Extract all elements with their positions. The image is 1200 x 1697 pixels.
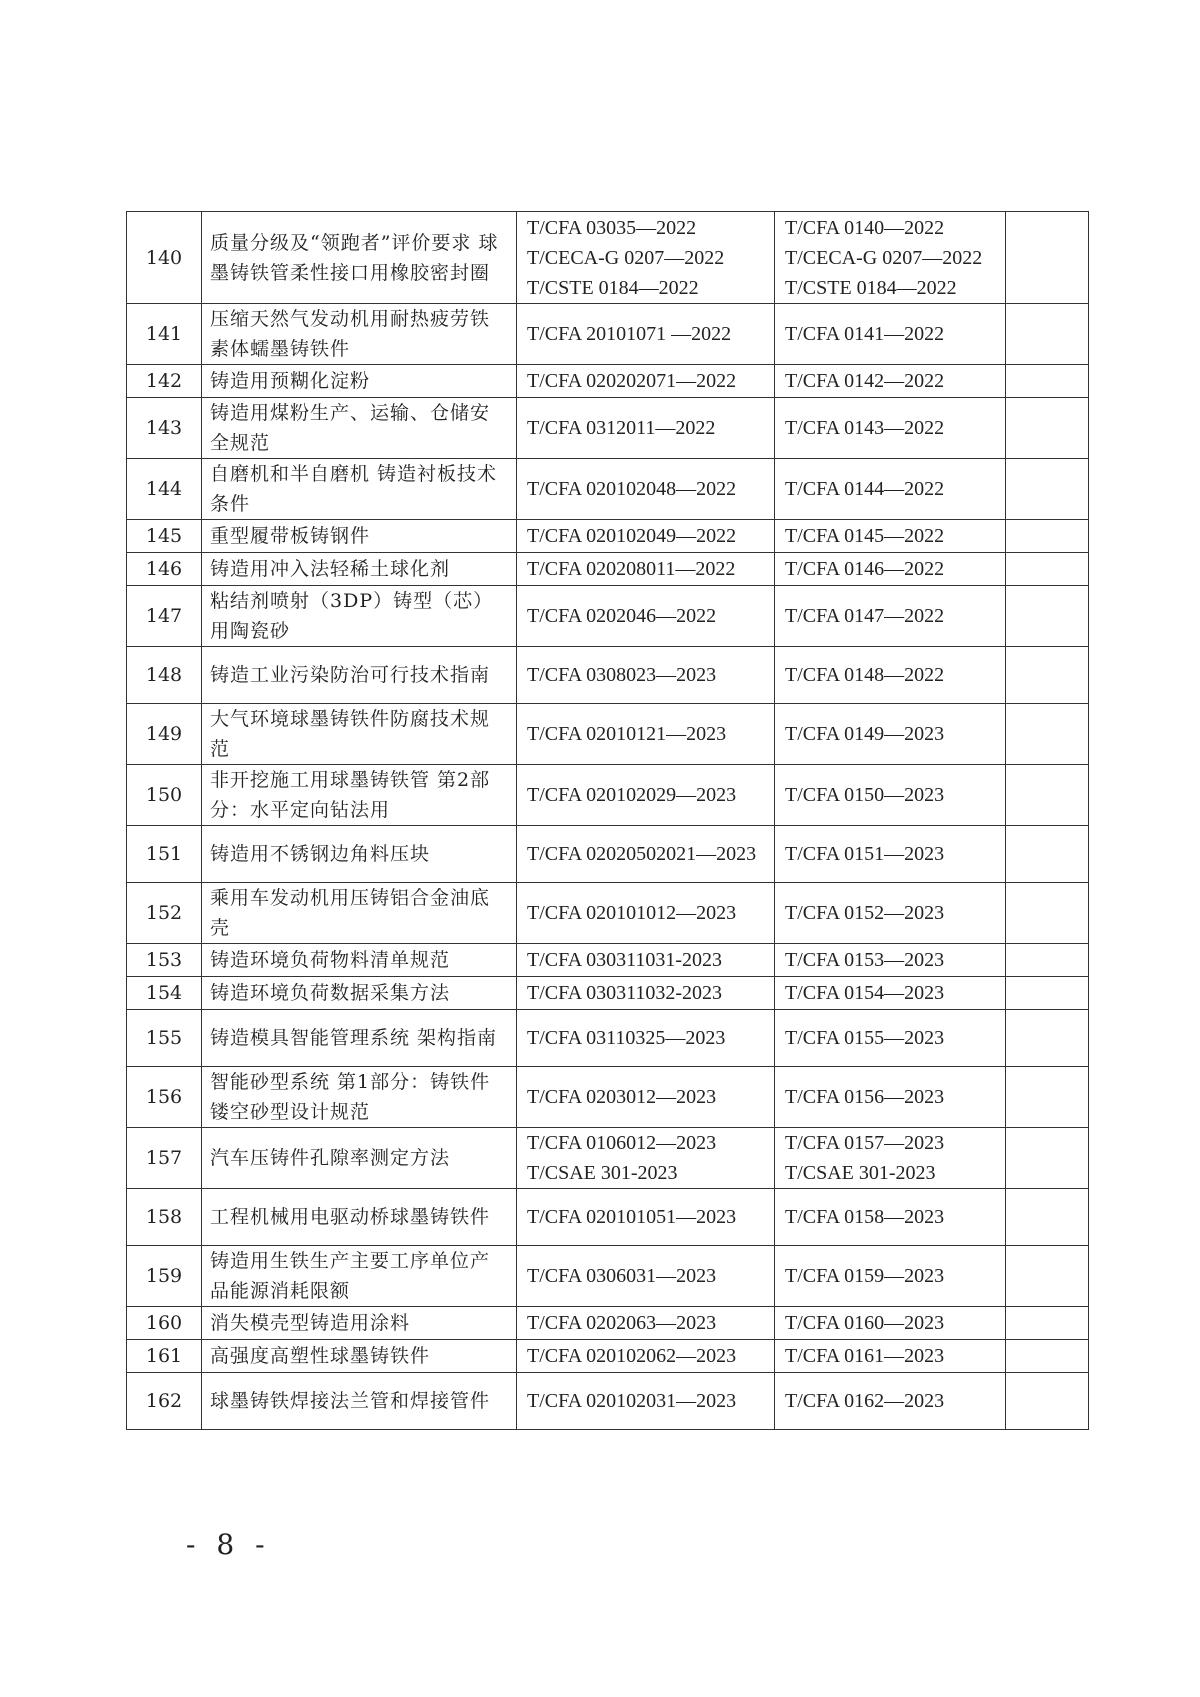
standard-code-cell: [775, 304, 1006, 365]
standard-code-cell: [775, 1067, 1006, 1128]
standard-name: 高强度高塑性球墨铸铁件: [202, 1340, 517, 1373]
standard-code: T/CFA 0152—2023: [785, 902, 945, 924]
plan-code: T/CFA 0312011—2022: [527, 417, 716, 439]
plan-code-cell: [517, 1189, 775, 1246]
note-cell: [1006, 1340, 1089, 1373]
table-row: [127, 883, 1089, 944]
table-row: [127, 1246, 1089, 1307]
standard-code-cell: [775, 883, 1006, 944]
plan-code: T/CFA 020102048—2022: [527, 478, 737, 500]
row-number: 159: [127, 1246, 202, 1307]
note-cell: [1006, 1373, 1089, 1430]
standard-name: 非开挖施工用球墨铸铁管 第2部分：水平定向钻法用: [202, 765, 517, 826]
standard-code-cell: [775, 977, 1006, 1010]
row-number: 147: [127, 586, 202, 647]
plan-code: T/CFA 020102049—2022: [527, 525, 737, 547]
plan-code-cell: [517, 1128, 775, 1189]
plan-code-cell: [517, 520, 775, 553]
plan-code-cell: [517, 304, 775, 365]
standard-code-cell: [775, 586, 1006, 647]
table-row: [127, 647, 1089, 704]
plan-code-cell: [517, 586, 775, 647]
standard-name: 智能砂型系统 第1部分：铸铁件镂空砂型设计规范: [202, 1067, 517, 1128]
standard-code-cell: [775, 1128, 1006, 1189]
row-number: 150: [127, 765, 202, 826]
table-row: [127, 520, 1089, 553]
note-cell: [1006, 647, 1089, 704]
row-number: 149: [127, 704, 202, 765]
table-row: [127, 826, 1089, 883]
standard-code: T/CFA 0160—2023: [785, 1312, 945, 1334]
note-cell: [1006, 1189, 1089, 1246]
plan-code: T/CFA 030311031-2023: [527, 949, 723, 971]
plan-code: T/CFA 020208011—2022: [527, 558, 736, 580]
standard-name: 乘用车发动机用压铸铝合金油底壳: [202, 883, 517, 944]
row-number: 156: [127, 1067, 202, 1128]
standard-name: 汽车压铸件孔隙率测定方法: [202, 1128, 517, 1189]
note-cell: [1006, 1307, 1089, 1340]
page-number: - 8 -: [186, 1528, 271, 1561]
table-row: [127, 586, 1089, 647]
plan-code: T/CFA 02020502021—2023: [527, 843, 757, 865]
plan-code-cell: [517, 553, 775, 586]
standard-code-cell: [775, 1340, 1006, 1373]
standard-code: T/CFA 0149—2023: [785, 723, 945, 745]
standard-code: T/CFA 0147—2022: [785, 605, 945, 627]
plan-code-cell: [517, 365, 775, 398]
standard-name: 铸造用冲入法轻稀土球化剂: [202, 553, 517, 586]
plan-code: T/CFA 020101051—2023: [527, 1206, 737, 1228]
note-cell: [1006, 826, 1089, 883]
standard-name: 铸造工业污染防治可行技术指南: [202, 647, 517, 704]
table-row: [127, 1340, 1089, 1373]
standard-name: 重型履带板铸钢件: [202, 520, 517, 553]
standard-name: 质量分级及“领跑者”评价要求 球墨铸铁管柔性接口用橡胶密封圈: [202, 212, 517, 304]
plan-code-cell: [517, 459, 775, 520]
note-cell: [1006, 553, 1089, 586]
table-row: [127, 1010, 1089, 1067]
note-cell: [1006, 459, 1089, 520]
table-row: [127, 765, 1089, 826]
plan-code: T/CSAE 301-2023: [527, 1162, 678, 1184]
row-number: 160: [127, 1307, 202, 1340]
standard-code-cell: [775, 553, 1006, 586]
plan-code-cell: [517, 944, 775, 977]
standard-name: 粘结剂喷射（3DP）铸型（芯）用陶瓷砂: [202, 586, 517, 647]
plan-code: T/CFA 020102031—2023: [527, 1390, 737, 1412]
table-row: [127, 977, 1089, 1010]
table-row: [127, 553, 1089, 586]
table-row: [127, 459, 1089, 520]
standard-code-cell: [775, 1246, 1006, 1307]
standard-code-cell: [775, 704, 1006, 765]
plan-code: T/CFA 020102062—2023: [527, 1345, 737, 1367]
plan-code: T/CFA 0202063—2023: [527, 1312, 717, 1334]
standard-name: 铸造用煤粉生产、运输、仓储安全规范: [202, 398, 517, 459]
row-number: 158: [127, 1189, 202, 1246]
standard-code-cell: [775, 398, 1006, 459]
plan-code-cell: [517, 398, 775, 459]
plan-code-cell: [517, 765, 775, 826]
standard-code: T/CFA 0146—2022: [785, 558, 945, 580]
plan-code: T/CSTE 0184—2022: [527, 276, 699, 299]
note-cell: [1006, 1128, 1089, 1189]
plan-code-cell: [517, 977, 775, 1010]
note-cell: [1006, 944, 1089, 977]
note-cell: [1006, 304, 1089, 365]
note-cell: [1006, 398, 1089, 459]
row-number: 153: [127, 944, 202, 977]
plan-code: T/CECA-G 0207—2022: [527, 246, 725, 269]
standard-code: T/CFA 0157—2023: [785, 1132, 945, 1154]
note-cell: [1006, 586, 1089, 647]
standard-code: T/CFA 0154—2023: [785, 982, 945, 1004]
plan-code-cell: [517, 704, 775, 765]
standard-name: 压缩天然气发动机用耐热疲劳铁素体蠕墨铸铁件: [202, 304, 517, 365]
plan-code: T/CFA 0202046—2022: [527, 605, 717, 627]
standard-code: T/CFA 0145—2022: [785, 525, 945, 547]
plan-code: T/CFA 0106012—2023: [527, 1132, 717, 1154]
standard-code: T/CFA 0141—2022: [785, 323, 945, 345]
plan-code-cell: [517, 1307, 775, 1340]
plan-code: T/CFA 0203012—2023: [527, 1086, 717, 1108]
standard-name: 大气环境球墨铸铁件防腐技术规范: [202, 704, 517, 765]
standard-code: T/CFA 0148—2022: [785, 664, 945, 686]
standard-code-cell: [775, 212, 1006, 304]
row-number: 141: [127, 304, 202, 365]
table-row: [127, 365, 1089, 398]
row-number: 161: [127, 1340, 202, 1373]
note-cell: [1006, 520, 1089, 553]
row-number: 145: [127, 520, 202, 553]
table-row: [127, 1189, 1089, 1246]
table-row: [127, 304, 1089, 365]
row-number: 146: [127, 553, 202, 586]
note-cell: [1006, 1067, 1089, 1128]
standard-code-cell: [775, 826, 1006, 883]
plan-code: T/CFA 20101071 —2022: [527, 323, 732, 345]
standard-code-cell: [775, 647, 1006, 704]
row-number: 162: [127, 1373, 202, 1430]
row-number: 144: [127, 459, 202, 520]
standard-name: 铸造环境负荷物料清单规范: [202, 944, 517, 977]
standard-code: T/CFA 0143—2022: [785, 417, 945, 439]
standard-code: T/CFA 0156—2023: [785, 1086, 945, 1108]
standard-name: 自磨机和半自磨机 铸造衬板技术条件: [202, 459, 517, 520]
standard-code-cell: [775, 944, 1006, 977]
row-number: 140: [127, 212, 202, 304]
standard-code-cell: [775, 765, 1006, 826]
standard-code: T/CFA 0159—2023: [785, 1265, 945, 1287]
plan-code: T/CFA 030311032-2023: [527, 982, 723, 1004]
table-row: [127, 1373, 1089, 1430]
standard-code-cell: [775, 365, 1006, 398]
standard-code-cell: [775, 1010, 1006, 1067]
standard-code: T/CECA-G 0207—2022: [785, 246, 983, 269]
standard-name: 铸造用预糊化淀粉: [202, 365, 517, 398]
standard-code-cell: [775, 1189, 1006, 1246]
note-cell: [1006, 1246, 1089, 1307]
row-number: 148: [127, 647, 202, 704]
standard-code: T/CSAE 301-2023: [785, 1162, 936, 1184]
standard-code-cell: [775, 1307, 1006, 1340]
standard-code-cell: [775, 1373, 1006, 1430]
row-number: 155: [127, 1010, 202, 1067]
standard-code: T/CFA 0161—2023: [785, 1345, 945, 1367]
standard-code: T/CSTE 0184—2022: [785, 276, 957, 299]
standard-name: 铸造用生铁生产主要工序单位产品能源消耗限额: [202, 1246, 517, 1307]
standard-name: 消失模壳型铸造用涂料: [202, 1307, 517, 1340]
standard-name: 铸造环境负荷数据采集方法: [202, 977, 517, 1010]
standard-name: 球墨铸铁焊接法兰管和焊接管件: [202, 1373, 517, 1430]
standard-code: T/CFA 0144—2022: [785, 478, 945, 500]
table-row: [127, 1307, 1089, 1340]
row-number: 154: [127, 977, 202, 1010]
plan-code-cell: [517, 826, 775, 883]
plan-code: T/CFA 0306031—2023: [527, 1265, 717, 1287]
plan-code-cell: [517, 1340, 775, 1373]
plan-code: T/CFA 02010121—2023: [527, 723, 727, 745]
standard-code-cell: [775, 459, 1006, 520]
standard-name: 铸造用不锈钢边角料压块: [202, 826, 517, 883]
table-row: [127, 398, 1089, 459]
plan-code: T/CFA 03110325—2023: [527, 1027, 726, 1049]
note-cell: [1006, 212, 1089, 304]
plan-code-cell: [517, 883, 775, 944]
standard-name: 工程机械用电驱动桥球墨铸铁件: [202, 1189, 517, 1246]
plan-code: T/CFA 020202071—2022: [527, 370, 737, 392]
row-number: 151: [127, 826, 202, 883]
standard-code: T/CFA 0151—2023: [785, 843, 945, 865]
plan-code-cell: [517, 1067, 775, 1128]
note-cell: [1006, 883, 1089, 944]
plan-code-cell: [517, 1010, 775, 1067]
note-cell: [1006, 1010, 1089, 1067]
row-number: 157: [127, 1128, 202, 1189]
standard-name: 铸造模具智能管理系统 架构指南: [202, 1010, 517, 1067]
plan-code: T/CFA 020102029—2023: [527, 784, 737, 806]
plan-code-cell: [517, 212, 775, 304]
table-row: [127, 1067, 1089, 1128]
standard-code: T/CFA 0142—2022: [785, 370, 945, 392]
table-row: [127, 944, 1089, 977]
plan-code: T/CFA 020101012—2023: [527, 902, 737, 924]
standard-code: T/CFA 0158—2023: [785, 1206, 945, 1228]
table-row: [127, 1128, 1089, 1189]
note-cell: [1006, 704, 1089, 765]
row-number: 143: [127, 398, 202, 459]
note-cell: [1006, 365, 1089, 398]
table-row: [127, 212, 1089, 304]
standard-code: T/CFA 0162—2023: [785, 1390, 945, 1412]
row-number: 152: [127, 883, 202, 944]
standard-code: T/CFA 0140—2022: [785, 216, 945, 239]
note-cell: [1006, 977, 1089, 1010]
standard-code: T/CFA 0150—2023: [785, 784, 945, 806]
standards-table-body: [127, 212, 1089, 1430]
note-cell: [1006, 765, 1089, 826]
standards-table: [126, 211, 1089, 1430]
standard-code-cell: [775, 520, 1006, 553]
plan-code-cell: [517, 647, 775, 704]
plan-code: T/CFA 0308023—2023: [527, 664, 717, 686]
plan-code: T/CFA 03035—2022: [527, 216, 697, 239]
row-number: 142: [127, 365, 202, 398]
plan-code-cell: [517, 1246, 775, 1307]
standard-code: T/CFA 0153—2023: [785, 949, 945, 971]
standard-code: T/CFA 0155—2023: [785, 1027, 945, 1049]
plan-code-cell: [517, 1373, 775, 1430]
table-row: [127, 704, 1089, 765]
